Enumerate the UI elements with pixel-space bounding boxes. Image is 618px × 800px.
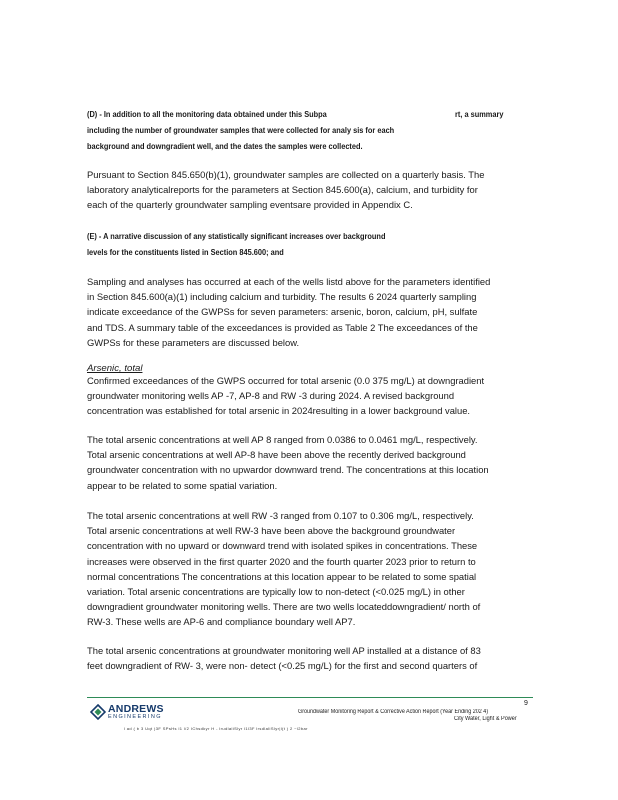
footer-divider [87,697,533,698]
body-line: Total arsenic concentrations at well AP-8 have been above the recently derived background [87,449,466,461]
body-line: increases were observed in the first quarter 2020 and the fourth quarter 2023 prior to return to [87,555,476,567]
body-line: Pursuant to Section 845.650(b)(1), groundwater samples are collected on a quarterly basis. The [87,169,485,180]
body-line: The total arsenic concentrations at well RW -3 ranged from 0.107 to 0.306 mg/L, respectively. [87,510,474,521]
body-line: Confirmed exceedances of the GWPS occurred for total arsenic (0.0 375 mg/L) at downgradient [87,375,485,386]
section-d-heading-tail: rt, a summary [455,109,504,119]
arsenic-subheading: Arsenic, total [87,363,143,374]
andrews-logo-icon [90,704,106,720]
section-d-heading-line: (D) - In addition to all the monitoring data obtained under this Subpa [87,109,327,119]
footer-client-name: City Water, Light & Power [454,716,517,722]
body-line: downgradient groundwater monitoring wells. There are two wells locateddowngradient/ north of [87,601,481,613]
body-line: indicate exceedance of the GWPSs for seven parameters: arsenic, boron, calcium, pH, sulfate [87,306,478,318]
arsenic-paragraph-4 [87,643,533,673]
company-logo [90,703,164,721]
body-line: and TDS. A summary table of the exceedances is provided as Table 2 The exceedances of the [87,321,478,333]
section-e-heading [87,228,533,260]
logo-wordmark: ANDREWS [108,703,164,715]
body-line: laboratory analyticalreports for the parameters at Section 845.600(a), calcium, and turbidity for [87,184,478,196]
body-line: normal concentrations The concentrations at this location appear to be related to some spatial [87,570,477,582]
body-line: Sampling and analyses has occurred at each of the wells listd above for the parameters identified [87,276,491,287]
body-line: groundwater monitoring wells AP -7, AP-8 and RW -3 during 2024. A revised background [87,390,455,402]
body-line: concentration was established for total arsenic in 2024resulting in a lower background value. [87,405,471,417]
arsenic-paragraph-2 [87,432,533,493]
body-line: in Section 845.600(a)(1) including calcium and turbidity. The results 6 2024 quarterly sampling [87,291,477,303]
body-line: each of the quarterly groundwater sampling eventsare provided in Appendix C. [87,199,413,211]
body-line: variation. Total arsenic concentrations are typically low to non-detect (<0.025 mg/L) in other [87,586,465,598]
section-e-heading-line: (E) - A narrative discussion of any statistically significant increases over background [87,231,386,241]
body-line: The total arsenic concentrations at groundwater monitoring well AP installed at a distance of 83 [87,645,481,656]
footer-report-title: Groundwater Monitoring Report & Corrective Action Report (Year Ending 202 4) [298,709,489,715]
section-d-body [87,167,533,213]
section-e-body [87,274,533,350]
body-line: appear to be related to some spatial variation. [87,479,278,491]
section-e-heading-line: levels for the constituents listed in Section 845.600; and [87,247,284,257]
footer-fine-print: l ad ( b 3 Uqt )3F SPsHs l1 l/2 IChsdkyr H - lrudlaliSlyr l1l3F lrsdlaliSlyr|l(t ) 2 ~l2bar [124,726,308,731]
section-d-heading-line: including the number of groundwater samples that were collected for analy sis for each [87,125,395,135]
arsenic-paragraph-1 [87,373,533,419]
body-line: feet downgradient of RW- 3, were non- detect (<0.25 mg/L) for the first and second quarters of [87,660,478,672]
body-line: RW-3. These wells are AP-6 and compliance boundary well AP7. [87,616,356,628]
body-line: GWPSs for these parameters are discussed below. [87,336,300,348]
logo-subtitle: ENGINEERING [108,714,162,720]
body-line: concentration with no upward or downward trend with isolated spikes in concentrations. These [87,540,478,552]
body-line: The total arsenic concentrations at well AP 8 ranged from 0.0386 to 0.0461 mg/L, respectively. [87,434,478,445]
page-number: 9 [524,700,528,707]
section-d-heading-line: background and downgradient well, and the dates the samples were collected. [87,141,363,151]
body-line: groundwater concentration with no upwardor downward trend. The concentrations at this location [87,464,489,476]
body-line: Total arsenic concentrations at well RW-3 have been above the background groundwater [87,525,456,537]
arsenic-paragraph-3 [87,508,533,630]
